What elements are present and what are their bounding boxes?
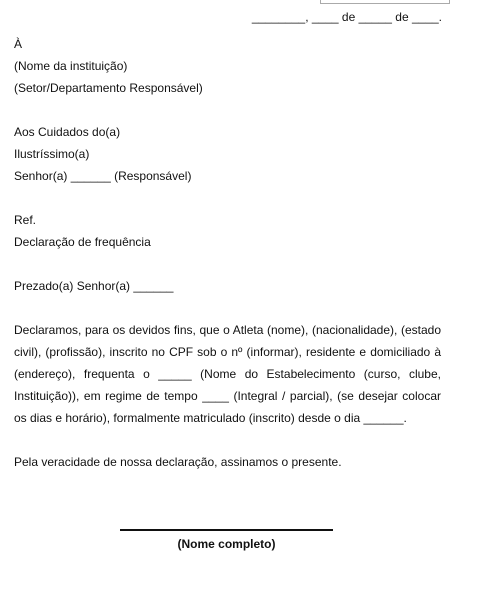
spacer (14, 429, 444, 451)
reference-label: Ref. (14, 213, 37, 227)
dateline: ________, ____ de _____ de ____. (251, 10, 442, 24)
body-paragraph: Declaramos, para os devidos fins, que o Atleta (nome), (nacionalidade), (estado civil), (profissão), inscrito no CPF sob o nº (informar), residente e domiciliado à (endereço), frequenta o _____ (Nome do Estabelecimento (curso, clube, Instituição)), em regime de tempo ____ (Integral / parcial), (se desejar colocar os dias e horário), formalmente matriculado (inscrito) desde o dia ______. (14, 323, 441, 425)
addressee-department: (Setor/Departamento Responsável) (14, 81, 203, 95)
reference-subject: Declaração de frequência (14, 235, 151, 249)
attention-responsible: Senhor(a) ______ (Responsável) (14, 169, 192, 183)
signature-line (120, 529, 333, 531)
addressee-to: À (14, 37, 23, 51)
closing-sentence: Pela veracidade de nossa declaração, assinamos o presente. (14, 455, 342, 469)
spacer (14, 187, 444, 209)
letter-body (14, 33, 444, 473)
attention-care-of: Aos Cuidados do(a) (14, 125, 121, 139)
greeting: Prezado(a) Senhor(a) ______ (14, 279, 174, 293)
addressee-institution: (Nome da instituição) (14, 59, 128, 73)
delete-button[interactable] (320, 0, 450, 4)
attention-honorific: Ilustríssimo(a) (14, 147, 90, 161)
spacer (14, 297, 444, 319)
spacer (14, 253, 444, 275)
spacer (14, 99, 444, 121)
signature-name: (Nome completo) (177, 537, 276, 551)
